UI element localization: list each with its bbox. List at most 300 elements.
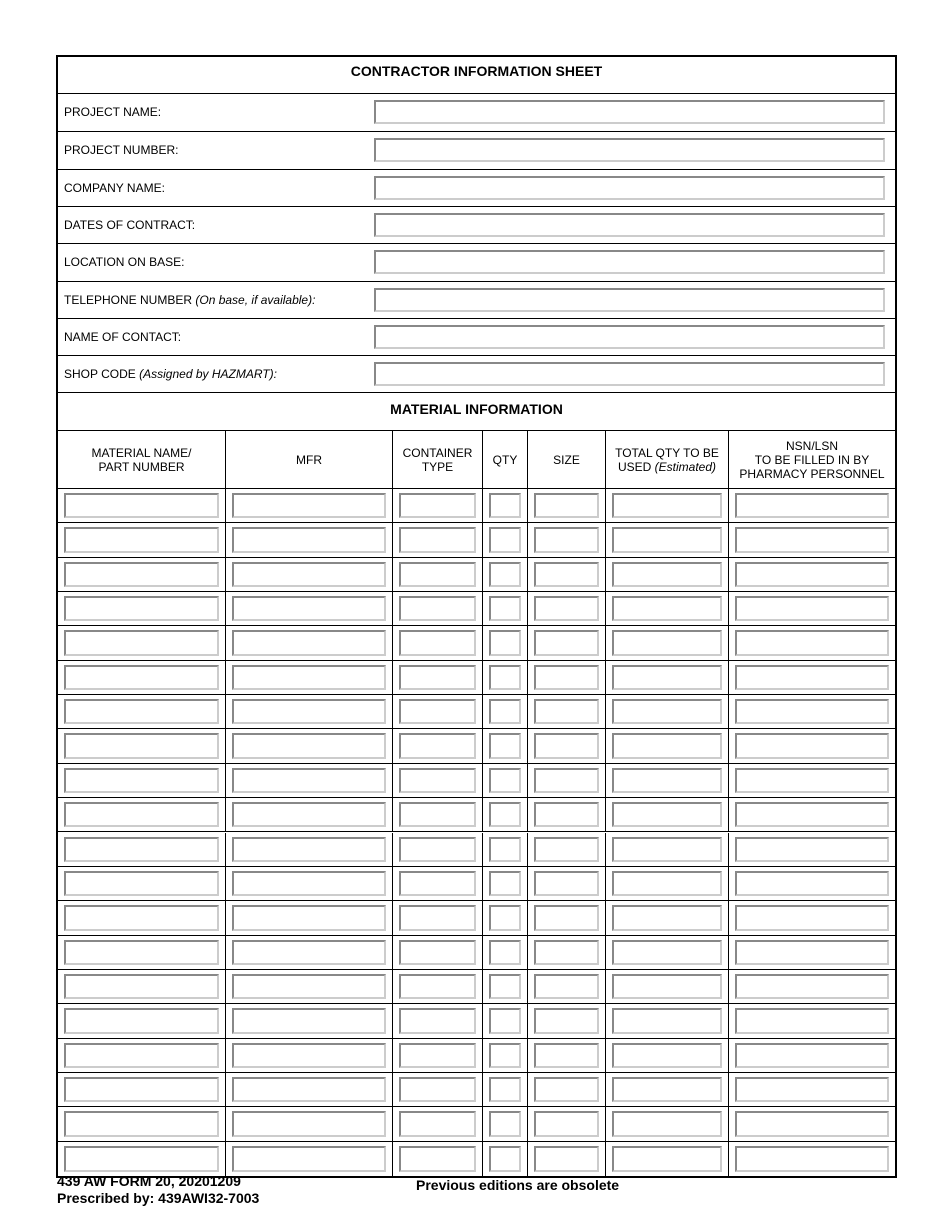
- cell-input[interactable]: [534, 1146, 599, 1172]
- table-cell: [483, 798, 528, 831]
- table-cell: [226, 936, 393, 969]
- prescribed-by: Prescribed by: 439AWI32-7003: [57, 1190, 260, 1206]
- cell-input[interactable]: [534, 1043, 599, 1068]
- table-cell: [528, 798, 606, 831]
- table-cell: [393, 1142, 483, 1176]
- cell-input[interactable]: [64, 493, 219, 518]
- cell-input[interactable]: [232, 665, 386, 690]
- table-cell: [226, 901, 393, 934]
- column-label: CONTAINER TYPE: [402, 446, 473, 474]
- cell-input[interactable]: [64, 1008, 219, 1033]
- cell-input[interactable]: [612, 1146, 722, 1172]
- cell-input[interactable]: [232, 768, 386, 793]
- table-cell: [606, 901, 729, 934]
- field-row: [58, 282, 895, 319]
- table-cell: [483, 558, 528, 591]
- cell-input[interactable]: [735, 1077, 889, 1102]
- cell-input[interactable]: [489, 940, 521, 965]
- cell-input[interactable]: [399, 493, 476, 518]
- column-label: TOTAL QTY TO BE USED: [615, 446, 719, 474]
- form-title: CONTRACTOR INFORMATION SHEET: [58, 57, 895, 94]
- field-label-text: PROJECT NUMBER:: [64, 143, 179, 157]
- table-cell: [483, 833, 528, 866]
- table-cell: [483, 901, 528, 934]
- form-id: 439 AW FORM 20, 20201209: [57, 1173, 241, 1189]
- column-note: (Estimated): [654, 460, 717, 474]
- table-cell: [58, 867, 226, 900]
- cell-input[interactable]: [612, 1043, 722, 1068]
- cell-input[interactable]: [399, 871, 476, 896]
- cell-input[interactable]: [232, 1077, 386, 1102]
- cell-input[interactable]: [232, 493, 386, 518]
- table-cell: [393, 936, 483, 969]
- table-cell: [483, 626, 528, 659]
- cell-input[interactable]: [612, 905, 722, 930]
- table-cell: [483, 764, 528, 797]
- cell-input[interactable]: [534, 768, 599, 793]
- table-cell: [58, 901, 226, 934]
- table-cell: [393, 592, 483, 625]
- column-header: [729, 431, 895, 489]
- cell-input[interactable]: [64, 940, 219, 965]
- cell-input[interactable]: [489, 905, 521, 930]
- cell-input[interactable]: [489, 1111, 521, 1136]
- table-cell: [483, 1004, 528, 1037]
- table-cell: [729, 867, 895, 900]
- table-cell: [729, 833, 895, 866]
- table-row: [58, 626, 895, 660]
- table-row: [58, 1073, 895, 1107]
- table-cell: [606, 661, 729, 694]
- column-header: [606, 431, 729, 489]
- table-cell: [528, 970, 606, 1003]
- column-label: MFR: [296, 453, 322, 467]
- cell-input[interactable]: [64, 768, 219, 793]
- cell-input[interactable]: [534, 596, 599, 621]
- cell-input[interactable]: [232, 1043, 386, 1068]
- table-cell: [58, 970, 226, 1003]
- cell-input[interactable]: [534, 802, 599, 827]
- cell-input[interactable]: [399, 768, 476, 793]
- cell-input[interactable]: [534, 871, 599, 896]
- cell-input[interactable]: [64, 630, 219, 655]
- cell-input[interactable]: [612, 527, 722, 552]
- table-cell: [729, 936, 895, 969]
- table-cell: [483, 970, 528, 1003]
- table-cell: [729, 558, 895, 591]
- table-cell: [606, 729, 729, 762]
- cell-input[interactable]: [534, 630, 599, 655]
- cell-input[interactable]: [735, 699, 889, 724]
- cell-input[interactable]: [232, 527, 386, 552]
- cell-input[interactable]: [735, 1111, 889, 1136]
- cell-input[interactable]: [232, 802, 386, 827]
- table-cell: [528, 1039, 606, 1072]
- table-cell: [226, 970, 393, 1003]
- cell-input[interactable]: [489, 630, 521, 655]
- table-cell: [58, 936, 226, 969]
- field-row: [58, 356, 895, 393]
- cell-input[interactable]: [534, 733, 599, 758]
- obsolete-notice: Previous editions are obsolete: [416, 1177, 620, 1193]
- cell-input[interactable]: [612, 665, 722, 690]
- cell-input[interactable]: [735, 596, 889, 621]
- table-cell: [226, 798, 393, 831]
- cell-input[interactable]: [64, 1111, 219, 1136]
- table-cell: [729, 1039, 895, 1072]
- cell-input[interactable]: [232, 974, 386, 999]
- field-row: [58, 132, 895, 170]
- table-cell: [528, 1004, 606, 1037]
- table-cell: [226, 695, 393, 728]
- table-cell: [483, 1073, 528, 1106]
- cell-input[interactable]: [612, 630, 722, 655]
- cell-input[interactable]: [399, 905, 476, 930]
- cell-input[interactable]: [534, 1111, 599, 1136]
- cell-input[interactable]: [64, 699, 219, 724]
- table-header-row: [58, 431, 895, 489]
- cell-input[interactable]: [612, 768, 722, 793]
- cell-input[interactable]: [489, 527, 521, 552]
- table-cell: [393, 1073, 483, 1106]
- table-cell: [606, 695, 729, 728]
- cell-input[interactable]: [399, 630, 476, 655]
- field-input-1[interactable]: [374, 138, 885, 162]
- table-cell: [606, 833, 729, 866]
- table-cell: [528, 867, 606, 900]
- table-cell: [393, 970, 483, 1003]
- cell-input[interactable]: [489, 493, 521, 518]
- table-cell: [729, 1142, 895, 1176]
- cell-input[interactable]: [399, 1008, 476, 1033]
- cell-input[interactable]: [64, 974, 219, 999]
- table-cell: [606, 1142, 729, 1176]
- table-cell: [226, 523, 393, 556]
- table-cell: [393, 833, 483, 866]
- column-header-text: [403, 446, 473, 474]
- cell-input[interactable]: [489, 562, 521, 587]
- cell-input[interactable]: [232, 905, 386, 930]
- cell-input[interactable]: [735, 733, 889, 758]
- field-input-3[interactable]: [374, 213, 885, 237]
- cell-input[interactable]: [232, 1146, 386, 1172]
- table-cell: [483, 661, 528, 694]
- table-row: [58, 1107, 895, 1141]
- column-header-text: [553, 453, 580, 467]
- cell-input[interactable]: [64, 665, 219, 690]
- table-cell: [58, 1107, 226, 1140]
- table-cell: [528, 489, 606, 522]
- cell-input[interactable]: [232, 699, 386, 724]
- table-cell: [226, 489, 393, 522]
- cell-input[interactable]: [735, 871, 889, 896]
- cell-input[interactable]: [399, 699, 476, 724]
- cell-input[interactable]: [735, 562, 889, 587]
- field-row: [58, 244, 895, 282]
- cell-input[interactable]: [612, 493, 722, 518]
- cell-input[interactable]: [489, 837, 521, 862]
- table-cell: [483, 1107, 528, 1140]
- table-cell: [226, 626, 393, 659]
- table-cell: [729, 1107, 895, 1140]
- table-row: [58, 489, 895, 523]
- table-cell: [729, 798, 895, 831]
- cell-input[interactable]: [735, 630, 889, 655]
- cell-input[interactable]: [489, 733, 521, 758]
- cell-input[interactable]: [735, 1146, 889, 1172]
- cell-input[interactable]: [534, 974, 599, 999]
- cell-input[interactable]: [534, 562, 599, 587]
- cell-input[interactable]: [612, 596, 722, 621]
- cell-input[interactable]: [399, 665, 476, 690]
- cell-input[interactable]: [64, 562, 219, 587]
- field-label: [64, 293, 315, 307]
- cell-input[interactable]: [534, 493, 599, 518]
- cell-input[interactable]: [735, 974, 889, 999]
- cell-input[interactable]: [612, 1111, 722, 1136]
- field-input-6[interactable]: [374, 325, 885, 349]
- field-input-0[interactable]: [374, 100, 885, 124]
- cell-input[interactable]: [489, 1077, 521, 1102]
- table-row: [58, 592, 895, 626]
- field-input-2[interactable]: [374, 176, 885, 200]
- cell-input[interactable]: [534, 940, 599, 965]
- cell-input[interactable]: [612, 699, 722, 724]
- table-cell: [483, 523, 528, 556]
- table-cell: [58, 798, 226, 831]
- cell-input[interactable]: [232, 596, 386, 621]
- cell-input[interactable]: [735, 768, 889, 793]
- cell-input[interactable]: [612, 974, 722, 999]
- field-note: (On base, if available):: [195, 292, 316, 307]
- field-label: [64, 367, 277, 381]
- field-row: [58, 207, 895, 244]
- cell-input[interactable]: [534, 1077, 599, 1102]
- table-cell: [58, 695, 226, 728]
- table-cell: [226, 764, 393, 797]
- table-cell: [483, 695, 528, 728]
- column-label: MATERIAL NAME/ PART NUMBER: [91, 446, 192, 474]
- table-cell: [226, 592, 393, 625]
- cell-input[interactable]: [735, 802, 889, 827]
- table-cell: [606, 764, 729, 797]
- cell-input[interactable]: [489, 665, 521, 690]
- table-row: [58, 1039, 895, 1073]
- table-cell: [226, 833, 393, 866]
- cell-input[interactable]: [612, 1008, 722, 1033]
- cell-input[interactable]: [534, 1008, 599, 1033]
- column-header: [393, 431, 483, 489]
- cell-input[interactable]: [735, 837, 889, 862]
- cell-input[interactable]: [399, 974, 476, 999]
- cell-input[interactable]: [612, 733, 722, 758]
- table-cell: [483, 1039, 528, 1072]
- table-cell: [729, 592, 895, 625]
- table-cell: [58, 661, 226, 694]
- table-cell: [393, 1107, 483, 1140]
- cell-input[interactable]: [64, 871, 219, 896]
- table-cell: [58, 833, 226, 866]
- table-cell: [393, 867, 483, 900]
- cell-input[interactable]: [534, 905, 599, 930]
- table-cell: [58, 489, 226, 522]
- table-cell: [393, 764, 483, 797]
- cell-input[interactable]: [534, 527, 599, 552]
- table-cell: [606, 523, 729, 556]
- cell-input[interactable]: [489, 1008, 521, 1033]
- cell-input[interactable]: [399, 527, 476, 552]
- field-row: [58, 319, 895, 356]
- cell-input[interactable]: [489, 699, 521, 724]
- field-input-4[interactable]: [374, 250, 885, 274]
- table-cell: [58, 523, 226, 556]
- field-input-5[interactable]: [374, 288, 885, 312]
- table-cell: [729, 729, 895, 762]
- table-row: [58, 833, 895, 867]
- cell-input[interactable]: [735, 1008, 889, 1033]
- column-header-text: [615, 446, 719, 474]
- cell-input[interactable]: [612, 1077, 722, 1102]
- cell-input[interactable]: [399, 1077, 476, 1102]
- table-cell: [393, 1004, 483, 1037]
- cell-input[interactable]: [64, 905, 219, 930]
- table-cell: [528, 695, 606, 728]
- table-row: [58, 1142, 895, 1176]
- table-cell: [58, 764, 226, 797]
- table-cell: [393, 798, 483, 831]
- table-row: [58, 901, 895, 935]
- column-header-text: [493, 453, 518, 467]
- table-cell: [393, 661, 483, 694]
- table-row: [58, 970, 895, 1004]
- cell-input[interactable]: [735, 940, 889, 965]
- cell-input[interactable]: [232, 871, 386, 896]
- table-cell: [393, 626, 483, 659]
- cell-input[interactable]: [534, 837, 599, 862]
- table-cell: [483, 936, 528, 969]
- table-cell: [393, 523, 483, 556]
- cell-input[interactable]: [489, 596, 521, 621]
- table-cell: [528, 592, 606, 625]
- cell-input[interactable]: [735, 527, 889, 552]
- table-cell: [729, 1004, 895, 1037]
- table-cell: [58, 558, 226, 591]
- field-label: [64, 255, 184, 269]
- cell-input[interactable]: [64, 733, 219, 758]
- cell-input[interactable]: [489, 1146, 521, 1172]
- table-cell: [606, 1073, 729, 1106]
- cell-input[interactable]: [64, 1146, 219, 1172]
- table-cell: [226, 867, 393, 900]
- cell-input[interactable]: [489, 871, 521, 896]
- cell-input[interactable]: [612, 802, 722, 827]
- cell-input[interactable]: [534, 665, 599, 690]
- table-cell: [528, 626, 606, 659]
- cell-input[interactable]: [735, 1043, 889, 1068]
- table-cell: [393, 1039, 483, 1072]
- cell-input[interactable]: [64, 527, 219, 552]
- table-cell: [729, 626, 895, 659]
- cell-input[interactable]: [489, 1043, 521, 1068]
- table-cell: [528, 1142, 606, 1176]
- cell-input[interactable]: [232, 630, 386, 655]
- cell-input[interactable]: [489, 974, 521, 999]
- cell-input[interactable]: [612, 837, 722, 862]
- cell-input[interactable]: [64, 596, 219, 621]
- field-label-text: COMPANY NAME:: [64, 180, 165, 195]
- field-label: [64, 143, 178, 157]
- table-cell: [528, 764, 606, 797]
- cell-input[interactable]: [232, 1008, 386, 1033]
- column-header: [58, 431, 226, 489]
- cell-input[interactable]: [735, 905, 889, 930]
- field-label: [64, 181, 165, 195]
- table-cell: [606, 1107, 729, 1140]
- field-label: [64, 105, 161, 119]
- cell-input[interactable]: [399, 837, 476, 862]
- cell-input[interactable]: [232, 940, 386, 965]
- cell-input[interactable]: [64, 1077, 219, 1102]
- cell-input[interactable]: [64, 1043, 219, 1068]
- cell-input[interactable]: [399, 802, 476, 827]
- table-row: [58, 695, 895, 729]
- cell-input[interactable]: [399, 1043, 476, 1068]
- table-cell: [58, 729, 226, 762]
- table-cell: [729, 970, 895, 1003]
- cell-input[interactable]: [232, 837, 386, 862]
- table-cell: [729, 1073, 895, 1106]
- cell-input[interactable]: [64, 837, 219, 862]
- cell-input[interactable]: [735, 493, 889, 518]
- table-cell: [483, 867, 528, 900]
- table-cell: [606, 626, 729, 659]
- table-cell: [483, 592, 528, 625]
- table-cell: [58, 626, 226, 659]
- cell-input[interactable]: [232, 733, 386, 758]
- cell-input[interactable]: [399, 562, 476, 587]
- table-cell: [226, 1073, 393, 1106]
- cell-input[interactable]: [612, 562, 722, 587]
- column-header-text: [91, 446, 191, 474]
- table-cell: [528, 833, 606, 866]
- table-cell: [606, 1039, 729, 1072]
- table-cell: [606, 936, 729, 969]
- table-cell: [528, 1107, 606, 1140]
- table-cell: [729, 661, 895, 694]
- table-row: [58, 523, 895, 557]
- table-cell: [226, 1142, 393, 1176]
- cell-input[interactable]: [612, 871, 722, 896]
- cell-input[interactable]: [232, 562, 386, 587]
- cell-input[interactable]: [64, 802, 219, 827]
- cell-input[interactable]: [612, 940, 722, 965]
- cell-input[interactable]: [489, 802, 521, 827]
- cell-input[interactable]: [232, 1111, 386, 1136]
- cell-input[interactable]: [534, 699, 599, 724]
- cell-input[interactable]: [399, 596, 476, 621]
- table-cell: [58, 592, 226, 625]
- cell-input[interactable]: [399, 940, 476, 965]
- cell-input[interactable]: [735, 665, 889, 690]
- field-input-7[interactable]: [374, 362, 885, 386]
- field-label-text: TELEPHONE NUMBER: [64, 292, 193, 307]
- column-header: [528, 431, 606, 489]
- cell-input[interactable]: [489, 768, 521, 793]
- cell-input[interactable]: [399, 1146, 476, 1172]
- column-label: QTY: [492, 453, 518, 467]
- cell-input[interactable]: [399, 1111, 476, 1136]
- cell-input[interactable]: [399, 733, 476, 758]
